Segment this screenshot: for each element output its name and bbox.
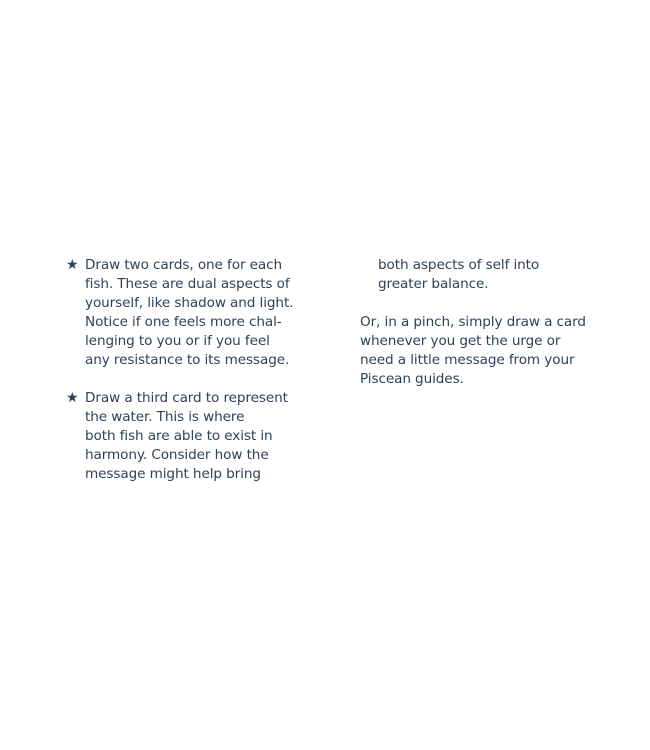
text-line: Or, in a pinch, simply draw a card xyxy=(360,314,586,330)
text-line: greater balance. xyxy=(378,276,489,292)
text-line: the water. This is where xyxy=(85,409,245,425)
text-line: Draw two cards, one for each xyxy=(85,257,283,273)
text-line: need a little message from your xyxy=(360,352,575,368)
text-line: Draw a third card to represent xyxy=(85,390,288,406)
text-line: Notice if one feels more chal- xyxy=(85,314,282,330)
right-column xyxy=(360,256,600,389)
left-column xyxy=(66,256,316,484)
star-icon: ★ xyxy=(66,257,79,273)
text-line: both fish are able to exist in xyxy=(85,428,273,444)
text-line: harmony. Consider how the xyxy=(85,447,269,463)
text-line: lenging to you or if you feel xyxy=(85,333,270,349)
bullet-continuation xyxy=(360,256,600,294)
text-line: message might help bring xyxy=(85,466,261,482)
closing-paragraph xyxy=(360,313,600,389)
text-line: both aspects of self into xyxy=(378,257,540,273)
text-line: Piscean guides. xyxy=(360,371,464,387)
text-line: fish. These are dual aspects of xyxy=(85,276,290,292)
text-line: any resistance to its message. xyxy=(85,352,290,368)
bullet-item-two-cards xyxy=(66,256,316,370)
bullet-item-third-card xyxy=(66,389,316,484)
text-line: whenever you get the urge or xyxy=(360,333,561,349)
star-icon: ★ xyxy=(66,390,79,406)
text-line: yourself, like shadow and light. xyxy=(85,295,294,311)
